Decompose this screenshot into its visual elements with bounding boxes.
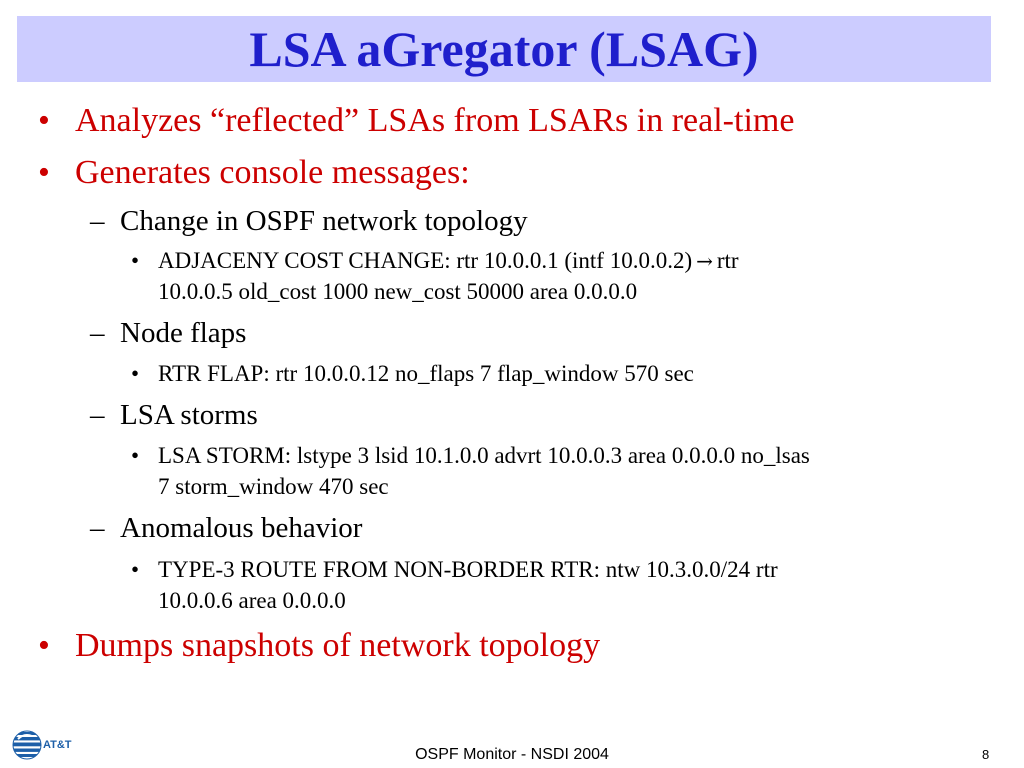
bullet-marker [38, 627, 50, 665]
right-arrow-icon: → [696, 249, 713, 273]
message-adjacency-cost-change-cont [158, 278, 637, 306]
bullet-marker [131, 442, 139, 470]
message-lsa-storm-line2: 7 storm_window 470 sec [158, 474, 389, 499]
subbullet-anomalous-behavior [120, 512, 362, 544]
dash-marker-level2: – [90, 512, 105, 544]
bullet-marker [38, 102, 50, 140]
bullet-generates-text: Generates console messages: [75, 154, 470, 191]
subbullet-anomalous-behavior-text: Anomalous behavior [120, 512, 363, 544]
slide-title: LSA aGregator (LSAG) [249, 21, 759, 77]
message-lsa-storm [158, 442, 810, 470]
bullet-dumps-snapshots-text: Dumps snapshots of network topology [75, 627, 601, 664]
bullet-marker-level3: • [131, 248, 140, 273]
message-rtr-flap-text: RTR FLAP: rtr 10.0.0.12 no_flaps 7 flap_window 570 sec [158, 361, 694, 386]
bullet-generates [75, 154, 470, 192]
bullet-analyzes-text: Analyzes “reflected” LSAs from LSARs in real-time [75, 102, 795, 139]
subbullet-topology-change [120, 205, 528, 237]
message-lsa-storm-line1: LSA STORM: lstype 3 lsid 10.1.0.0 advrt 10.0.0.3 area 0.0.0.0 no_lsas [158, 443, 810, 468]
dash-marker-level2: – [90, 399, 105, 431]
title-bar [17, 16, 991, 82]
subbullet-node-flaps [120, 317, 246, 349]
footer-text: OSPF Monitor - NSDI 2004 [415, 746, 609, 763]
bullet-analyzes [75, 102, 794, 140]
subbullet-lsa-storms-text: LSA storms [120, 399, 258, 431]
dash-marker [90, 205, 105, 237]
bullet-marker-level1: • [38, 154, 50, 191]
message-adjacency-cost-change [158, 247, 739, 275]
bullet-marker [131, 360, 139, 388]
bullet-marker-level1: • [38, 102, 50, 139]
subbullet-lsa-storms [120, 399, 258, 431]
bullet-marker [131, 556, 139, 584]
bullet-marker-level3: • [131, 443, 140, 468]
message-lsa-storm-cont [158, 473, 389, 501]
message-adjacency-line1: ADJACENY COST CHANGE: rtr 10.0.0.1 (intf 10.0.0.2) [158, 248, 693, 273]
bullet-marker [131, 247, 139, 275]
message-type3-route-line1: TYPE-3 ROUTE FROM NON-BORDER RTR: ntw 10.3.0.0/24 rtr [158, 557, 778, 582]
dash-marker-level2: – [90, 317, 105, 349]
message-rtr-flap [158, 360, 694, 388]
subbullet-topology-change-text: Change in OSPF network topology [120, 205, 528, 237]
att-logo-text: AT&T [43, 739, 72, 751]
subbullet-node-flaps-text: Node flaps [120, 317, 247, 349]
dash-marker-level2: – [90, 205, 105, 237]
message-adjacency-line1-end: rtr [716, 248, 739, 273]
dash-marker [90, 399, 105, 431]
message-adjacency-line2: 10.0.0.5 old_cost 1000 new_cost 50000 area 0.0.0.0 [158, 279, 638, 304]
message-type3-route [158, 556, 778, 584]
message-type3-route-cont [158, 587, 346, 615]
dash-marker [90, 512, 105, 544]
page-number: 8 [982, 747, 990, 762]
message-type3-route-line2: 10.0.0.6 area 0.0.0.0 [158, 588, 346, 613]
bullet-dumps-snapshots [75, 627, 600, 665]
bullet-marker [38, 154, 50, 192]
bullet-marker-level1: • [38, 627, 50, 664]
bullet-marker-level3: • [131, 557, 140, 582]
bullet-marker-level3: • [131, 361, 140, 386]
dash-marker [90, 317, 105, 349]
